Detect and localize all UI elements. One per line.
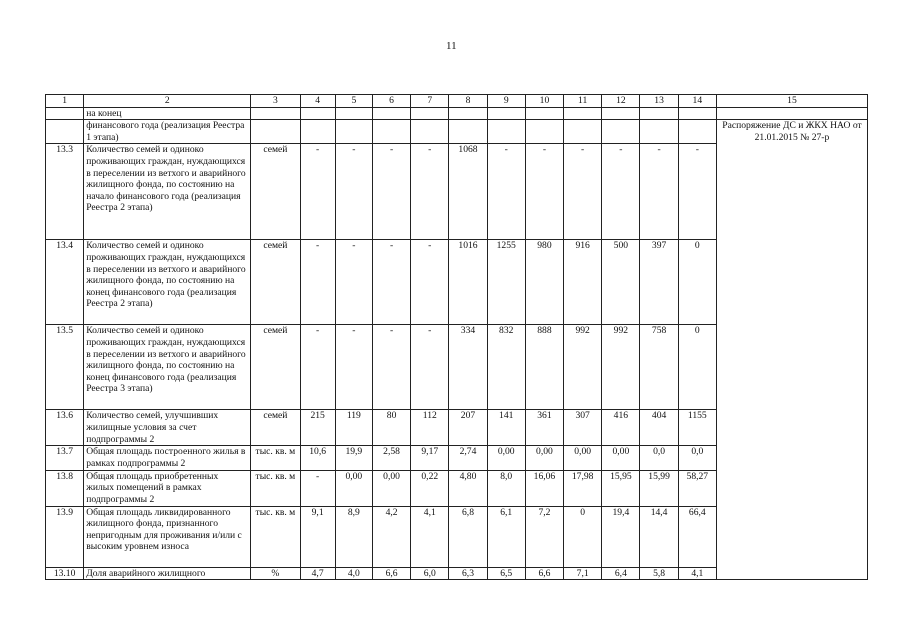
value-cell: 4,0 (335, 567, 372, 580)
row-unit: % (251, 567, 300, 580)
row-number (46, 107, 84, 120)
value-cell: - (300, 144, 335, 240)
column-header: 7 (411, 95, 449, 108)
value-cell: 6,6 (372, 567, 410, 580)
value-cell: 80 (372, 410, 410, 446)
value-cell: 1255 (487, 240, 525, 325)
value-cell (449, 107, 487, 120)
value-cell: 66,4 (678, 506, 716, 567)
value-cell (300, 120, 335, 144)
value-cell: 2,74 (449, 446, 487, 470)
source-note-empty (716, 107, 867, 120)
value-cell: 0 (564, 506, 602, 567)
value-cell (300, 107, 335, 120)
column-header: 10 (525, 95, 563, 108)
row-description: Общая площадь построенного жилья в рамках подпрограммы 2 (84, 446, 251, 470)
row-unit: семей (251, 144, 300, 240)
value-cell (335, 120, 372, 144)
value-cell: 0,00 (335, 470, 372, 506)
value-cell: 58,27 (678, 470, 716, 506)
value-cell: 15,95 (602, 470, 640, 506)
value-cell: 334 (449, 325, 487, 410)
value-cell: - (411, 325, 449, 410)
value-cell: 16,06 (525, 470, 563, 506)
value-cell: 4,80 (449, 470, 487, 506)
value-cell: - (602, 144, 640, 240)
page-number: 11 (446, 40, 457, 52)
value-cell: - (300, 470, 335, 506)
value-cell: 4,1 (411, 506, 449, 567)
row-description: Количество семей, улучшивших жилищные условия за счет подпрограммы 2 (84, 410, 251, 446)
row-unit: семей (251, 410, 300, 446)
value-cell: 8,9 (335, 506, 372, 567)
value-cell: 4,2 (372, 506, 410, 567)
column-header: 1 (46, 95, 84, 108)
value-cell: - (564, 144, 602, 240)
source-note: Распоряжение ДС и ЖКХ НАО от 21.01.2015 № 27-р (716, 120, 867, 580)
value-cell: 1068 (449, 144, 487, 240)
value-cell (525, 120, 563, 144)
value-cell: - (372, 240, 410, 325)
value-cell (678, 120, 716, 144)
value-cell: 0,00 (564, 446, 602, 470)
value-cell: 404 (640, 410, 678, 446)
value-cell (372, 107, 410, 120)
column-header: 3 (251, 95, 300, 108)
value-cell (602, 107, 640, 120)
row-number: 13.8 (46, 470, 84, 506)
value-cell (602, 120, 640, 144)
value-cell: 0,00 (602, 446, 640, 470)
column-header: 14 (678, 95, 716, 108)
column-header: 15 (716, 95, 867, 108)
value-cell: 0,00 (525, 446, 563, 470)
value-cell: 992 (564, 325, 602, 410)
row-unit: тыс. кв. м (251, 506, 300, 567)
value-cell: 19,4 (602, 506, 640, 567)
column-header: 6 (372, 95, 410, 108)
column-header: 9 (487, 95, 525, 108)
value-cell (487, 120, 525, 144)
column-header: 12 (602, 95, 640, 108)
value-cell: 6,5 (487, 567, 525, 580)
value-cell: - (525, 144, 563, 240)
column-header: 13 (640, 95, 678, 108)
row-description: Количество семей и одиноко проживающих граждан, нуждающихся в переселении из ветхого и аварийного жилищного фонда, по состоянию на конец финансового года (реализация Реестра 3 этапа) (84, 325, 251, 410)
value-cell: 832 (487, 325, 525, 410)
value-cell: 141 (487, 410, 525, 446)
value-cell: 14,4 (640, 506, 678, 567)
value-cell: - (411, 240, 449, 325)
table-row (46, 107, 868, 120)
value-cell: 6,4 (602, 567, 640, 580)
value-cell: 1016 (449, 240, 487, 325)
row-unit (251, 107, 300, 120)
value-cell: - (640, 144, 678, 240)
value-cell (372, 120, 410, 144)
value-cell: 500 (602, 240, 640, 325)
value-cell: 0,0 (640, 446, 678, 470)
value-cell (487, 107, 525, 120)
value-cell (640, 120, 678, 144)
value-cell: 4,7 (300, 567, 335, 580)
value-cell: - (372, 325, 410, 410)
value-cell: - (678, 144, 716, 240)
value-cell: 0 (678, 325, 716, 410)
value-cell: 6,6 (525, 567, 563, 580)
value-cell: 15,99 (640, 470, 678, 506)
value-cell: 0,00 (487, 446, 525, 470)
value-cell: 19,9 (335, 446, 372, 470)
value-cell: - (335, 325, 372, 410)
value-cell: 8,0 (487, 470, 525, 506)
value-cell: - (335, 240, 372, 325)
column-header-row (46, 95, 868, 108)
value-cell (411, 107, 449, 120)
row-description: Общая площадь приобретенных жилых помещений в рамках подпрограммы 2 (84, 470, 251, 506)
value-cell: 4,1 (678, 567, 716, 580)
row-number: 13.6 (46, 410, 84, 446)
value-cell: 10,6 (300, 446, 335, 470)
value-cell: 0,22 (411, 470, 449, 506)
row-number (46, 120, 84, 144)
value-cell: 416 (602, 410, 640, 446)
row-number: 13.5 (46, 325, 84, 410)
row-unit: семей (251, 325, 300, 410)
value-cell: - (372, 144, 410, 240)
value-cell: 9,1 (300, 506, 335, 567)
value-cell: 1155 (678, 410, 716, 446)
row-unit (251, 120, 300, 144)
value-cell: 207 (449, 410, 487, 446)
value-cell: 6,0 (411, 567, 449, 580)
row-description: Количество семей и одиноко проживающих граждан, нуждающихся в переселении из ветхого и аварийного жилищного фонда, по состоянию на начало финансового года (реализация Реестра 2 этапа) (84, 144, 251, 240)
row-number: 13.3 (46, 144, 84, 240)
value-cell: 7,1 (564, 567, 602, 580)
row-number: 13.10 (46, 567, 84, 580)
value-cell: 17,98 (564, 470, 602, 506)
value-cell: - (335, 144, 372, 240)
table-row (46, 120, 868, 144)
value-cell: 888 (525, 325, 563, 410)
row-number: 13.7 (46, 446, 84, 470)
value-cell (564, 107, 602, 120)
value-cell: 6,1 (487, 506, 525, 567)
row-description: Доля аварийного жилищного (84, 567, 251, 580)
value-cell: 397 (640, 240, 678, 325)
value-cell: 758 (640, 325, 678, 410)
value-cell: - (411, 144, 449, 240)
value-cell: 916 (564, 240, 602, 325)
column-header: 2 (84, 95, 251, 108)
value-cell: 2,58 (372, 446, 410, 470)
value-cell: 6,3 (449, 567, 487, 580)
row-description: на конец (84, 107, 251, 120)
value-cell: 112 (411, 410, 449, 446)
value-cell: 980 (525, 240, 563, 325)
row-unit: семей (251, 240, 300, 325)
value-cell: 6,8 (449, 506, 487, 567)
main-table (45, 94, 868, 580)
row-unit: тыс. кв. м (251, 470, 300, 506)
value-cell (564, 120, 602, 144)
value-cell: 0,0 (678, 446, 716, 470)
column-header: 4 (300, 95, 335, 108)
row-number: 13.9 (46, 506, 84, 567)
row-number: 13.4 (46, 240, 84, 325)
value-cell: 307 (564, 410, 602, 446)
value-cell: - (300, 240, 335, 325)
value-cell: - (487, 144, 525, 240)
value-cell: 7,2 (525, 506, 563, 567)
value-cell: 0,00 (372, 470, 410, 506)
value-cell (449, 120, 487, 144)
value-cell (640, 107, 678, 120)
value-cell (678, 107, 716, 120)
value-cell (335, 107, 372, 120)
value-cell (411, 120, 449, 144)
value-cell: 215 (300, 410, 335, 446)
column-header: 8 (449, 95, 487, 108)
column-header: 11 (564, 95, 602, 108)
row-description: Количество семей и одиноко проживающих граждан, нуждающихся в переселении из ветхого и аварийного жилищного фонда, по состоянию на конец финансового года (реализация Реестра 2 этапа) (84, 240, 251, 325)
value-cell: 361 (525, 410, 563, 446)
column-header: 5 (335, 95, 372, 108)
row-description: финансового года (реализация Реестра 1 этапа) (84, 120, 251, 144)
value-cell: 992 (602, 325, 640, 410)
value-cell: 119 (335, 410, 372, 446)
value-cell (525, 107, 563, 120)
row-description: Общая площадь ликвидированного жилищного фонда, признанного непригодным для проживания и/или с высоким уровнем износа (84, 506, 251, 567)
value-cell: 0 (678, 240, 716, 325)
value-cell: 9,17 (411, 446, 449, 470)
value-cell: 5,8 (640, 567, 678, 580)
value-cell: - (300, 325, 335, 410)
row-unit: тыс. кв. м (251, 446, 300, 470)
